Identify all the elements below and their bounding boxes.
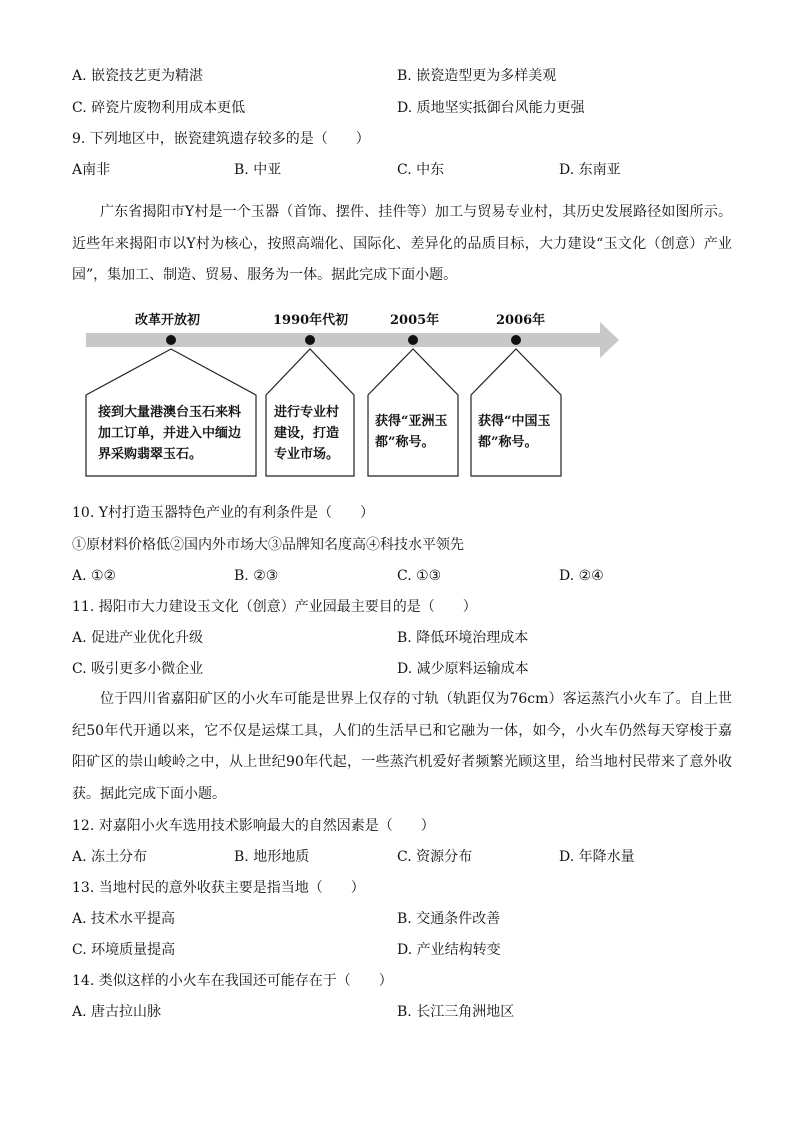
q11-option-d: D. 减少原料运输成本 — [397, 661, 529, 677]
timeline-label-1: 改革开放初 — [135, 313, 201, 328]
timeline-label-2: 1990年代初 — [273, 313, 349, 328]
timeline-dot-2 — [305, 335, 315, 345]
q10-option-d: D. ②④ — [559, 568, 604, 584]
timeline-box-1-text: 接到大量港澳台玉石来料加工订单，并进入中缅边界采购翡翠玉石。 — [98, 405, 242, 462]
timeline-arrow-head — [600, 322, 619, 358]
q14-stem: 14. 类似这样的小火车在我国还可能存在于（ ） — [72, 973, 393, 989]
timeline-dot-1 — [166, 335, 176, 345]
q8-option-d: D. 质地坚实抵御台风能力更强 — [397, 100, 585, 116]
q12-option-b: B. 地形地质 — [234, 849, 310, 865]
timeline-arrow-shaft — [86, 333, 601, 347]
q13-option-b: B. 交通条件改善 — [397, 911, 501, 927]
timeline-dot-3 — [408, 335, 418, 345]
q11-stem: 11. 揭阳市大力建设玉文化（创意）产业园最主要目的是（ ） — [72, 599, 477, 615]
q13-option-a: A. 技术水平提高 — [72, 911, 176, 927]
q11-option-a: A. 促进产业优化升级 — [72, 630, 204, 646]
q13-option-c: C. 环境质量提高 — [72, 942, 176, 958]
q10-stem: 10. Y村打造玉器特色产业的有利条件是（ ） — [72, 505, 374, 521]
q9-option-c: C. 中东 — [397, 162, 445, 178]
timeline-box-3-text: 获得“亚洲玉都”称号。 — [375, 414, 448, 450]
q14-option-b: B. 长江三角洲地区 — [397, 1004, 515, 1020]
passage-jade-village: 广东省揭阳市Y村是一个玉器（首饰、摆件、挂件等）加工与贸易专业村，其历史发展路径如图所示。近些年来揭阳市以Y村为核心，按照高端化、国际化、差异化的品质目标，大力建设“玉文化（创意）产业园”，集加工、制造、贸易、服务为一体。据此完成下面小题。 — [72, 204, 732, 283]
timeline-dot-4 — [511, 335, 521, 345]
q9-stem: 9. 下列地区中，嵌瓷建筑遗存较多的是（ ） — [72, 131, 370, 147]
q10-conditions: ①原材料价格低②国内外市场大③品牌知名度高④科技水平领先 — [72, 537, 464, 553]
q13-stem: 13. 当地村民的意外收获主要是指当地（ ） — [72, 880, 365, 896]
q13-option-d: D. 产业结构转变 — [397, 942, 501, 958]
q9-option-b: B. 中亚 — [234, 162, 282, 178]
q12-option-c: C. 资源分布 — [397, 849, 473, 865]
timeline-box-4-text: 获得“中国玉都”称号。 — [478, 414, 551, 450]
timeline-label-3: 2005年 — [390, 313, 440, 328]
q10-option-c: C. ①③ — [397, 568, 442, 584]
timeline-box-2-text: 进行专业村建设，打造专业市场。 — [274, 405, 340, 462]
q9-option-a: A南非 — [72, 162, 111, 178]
q8-option-c: C. 碎瓷片废物利用成本更低 — [72, 100, 246, 116]
q11-option-b: B. 降低环境治理成本 — [397, 630, 529, 646]
q12-option-a: A. 冻土分布 — [72, 849, 148, 865]
q14-option-a: A. 唐古拉山脉 — [72, 1004, 162, 1020]
q8-option-b: B. 嵌瓷造型更为多样美观 — [397, 68, 557, 84]
q12-option-d: D. 年降水量 — [559, 849, 635, 865]
timeline-label-4: 2006年 — [496, 313, 546, 328]
q10-option-a: A. ①② — [72, 568, 117, 584]
passage-small-train: 位于四川省嘉阳矿区的小火车可能是世界上仅存的寸轨（轨距仅为76cm）客运蒸汽小火车了。自上世纪50年代开通以来，它不仅是运煤工具，人们的生活早已和它融为一体，如今，小火车仍然每天穿梭于嘉阳矿区的崇山峻岭之中，从上世纪90年代起，一些蒸汽机爱好者频繁光顾这里，给当地村民带来了意外收获。据此完成下面小题。 — [72, 691, 732, 802]
q8-option-a: A. 嵌瓷技艺更为精湛 — [72, 68, 204, 84]
q10-option-b: B. ②③ — [234, 568, 279, 584]
q12-stem: 12. 对嘉阳小火车选用技术影响最大的自然因素是（ ） — [72, 818, 435, 834]
q9-option-d: D. 东南亚 — [559, 162, 621, 178]
q11-option-c: C. 吸引更多小微企业 — [72, 661, 204, 677]
